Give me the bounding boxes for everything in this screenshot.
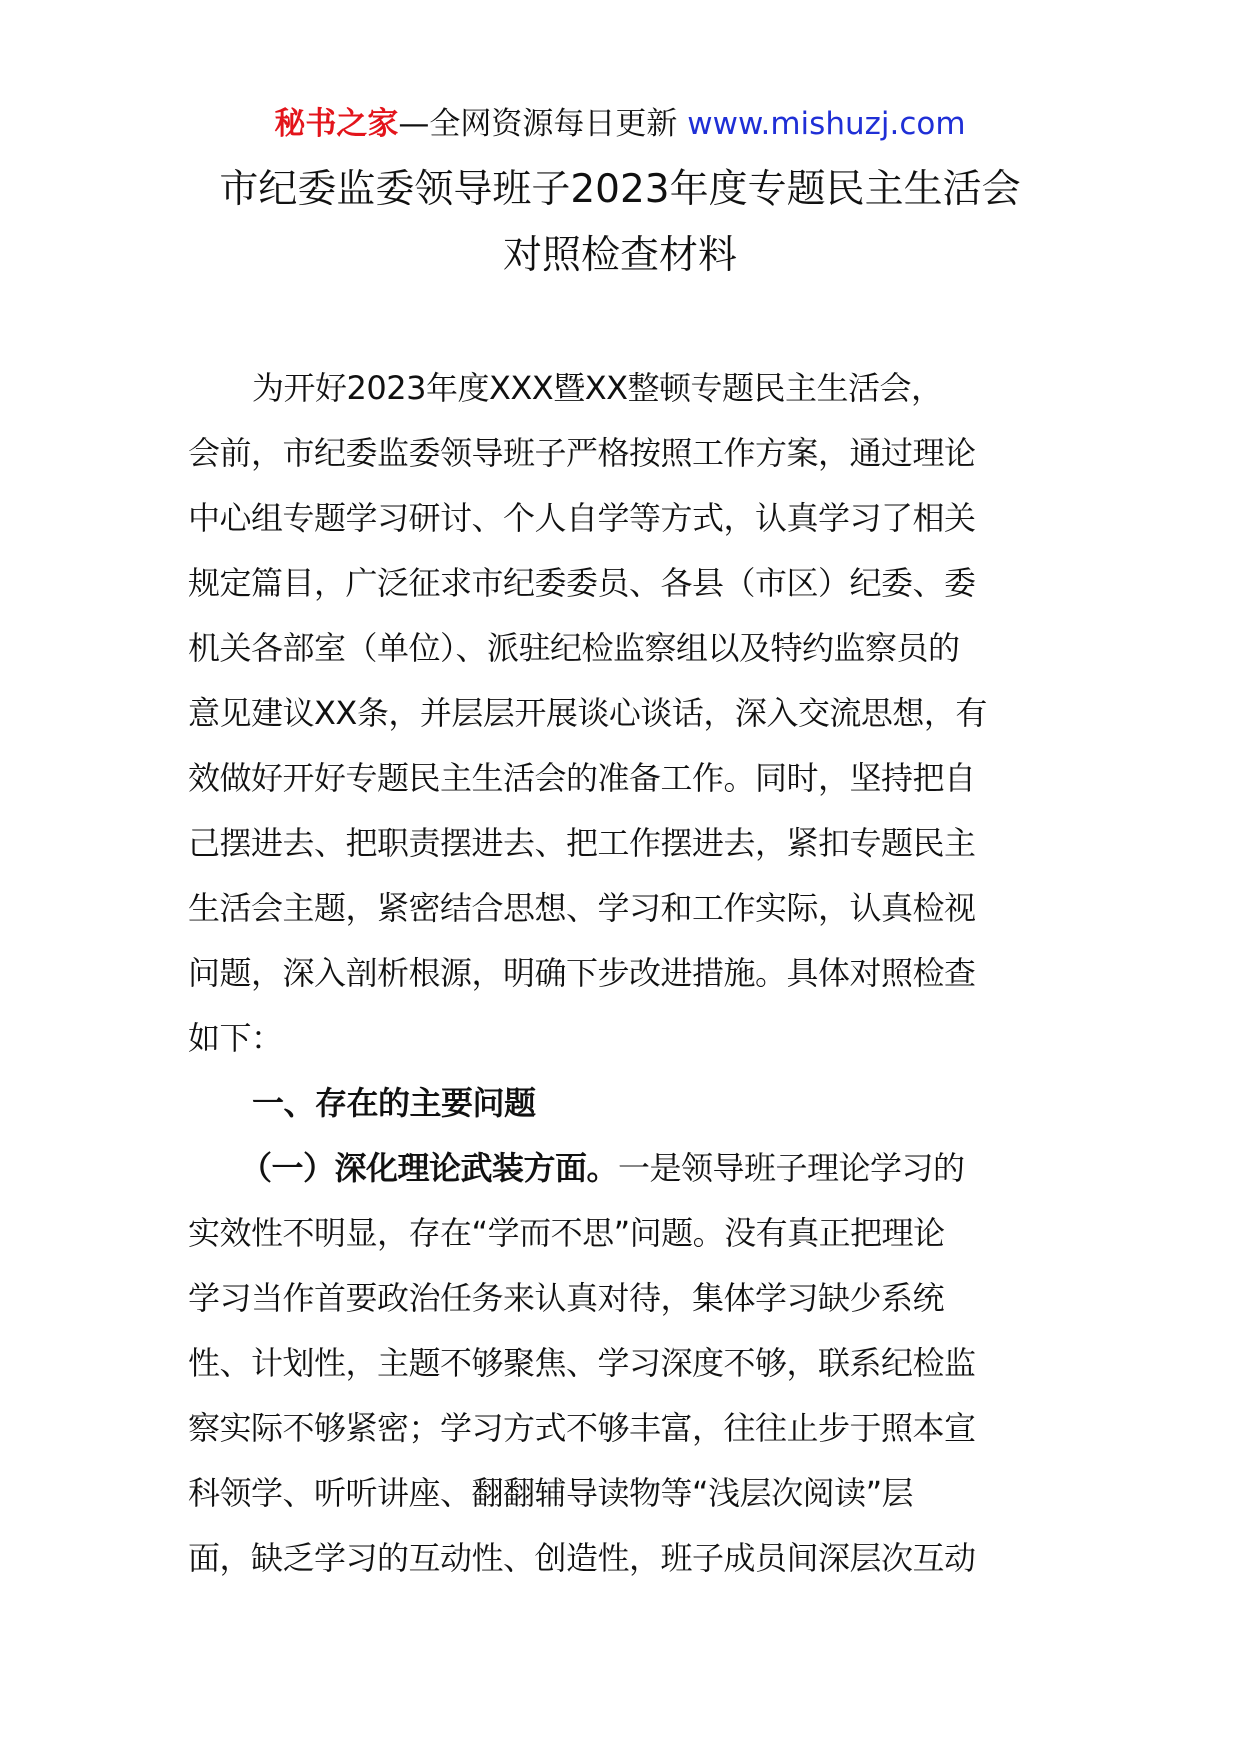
paragraph-line: 效做好开好专题民主生活会的准备工作。同时，坚持把自 (188, 759, 976, 797)
document-title-line-1: 市纪委监委领导班子2023年度专题民主生活会 (219, 167, 1021, 212)
paragraph-line: 机关各部室（单位）、派驻纪检监察组以及特约监察员的 (188, 629, 960, 667)
paragraph-line: 科领学、听听讲座、翻翻辅导读物等“浅层次阅读”层 (188, 1474, 914, 1512)
paragraph-line: 如下： (188, 1019, 283, 1057)
paragraph-line: 规定篇目，广泛征求市纪委委员、各县（市区）纪委、委 (188, 564, 976, 602)
subsection-first-line (188, 1136, 1058, 1201)
paragraph-line: 察实际不够紧密；学习方式不够丰富，往往止步于照本宣 (188, 1409, 976, 1447)
document-body (188, 356, 1058, 1591)
subsection-title: （一）深化理论武装方面。 (240, 1149, 619, 1187)
banner-url: www.mishuzj.com (687, 106, 966, 142)
paragraph-line: 性、计划性，主题不够聚焦、学习深度不够，联系纪检监 (188, 1344, 976, 1382)
paragraph-line: 中心组专题学习研讨、个人自学等方式，认真学习了相关 (188, 499, 976, 537)
document-title-line-2: 对照检查材料 (502, 233, 737, 278)
paragraph-line: 问题，深入剖析根源，明确下步改进措施。具体对照检查 (188, 954, 976, 992)
banner-brand: 秘书之家 (274, 106, 399, 142)
watermark-banner (0, 100, 1240, 148)
paragraph-line: 会前，市纪委监委领导班子严格按照工作方案，通过理论 (188, 434, 976, 472)
paragraph-line: 面，缺乏学习的互动性、创造性，班子成员间深层次互动 (188, 1539, 976, 1577)
subsection-lead-text: 一是领导班子理论学习的 (618, 1149, 965, 1187)
paragraph-line: 意见建议XX条，并层层开展谈心谈话，深入交流思想，有 (188, 694, 987, 732)
paragraph-line: 己摆进去、把职责摆进去、把工作摆进去，紧扣专题民主 (188, 824, 976, 862)
banner-tagline: —全网资源每日更新 (398, 106, 688, 142)
paragraph-line: 学习当作首要政治任务来认真对待，集体学习缺少系统 (188, 1279, 945, 1317)
paragraph-line: 实效性不明显，存在“学而不思”问题。没有真正把理论 (188, 1214, 945, 1252)
paragraph-line: 生活会主题，紧密结合思想、学习和工作实际，认真检视 (188, 889, 976, 927)
paragraph-line: 为开好2023年度XXX暨XX整顿专题民主生活会， (252, 369, 943, 407)
section-heading: 一、存在的主要问题 (252, 1084, 536, 1122)
